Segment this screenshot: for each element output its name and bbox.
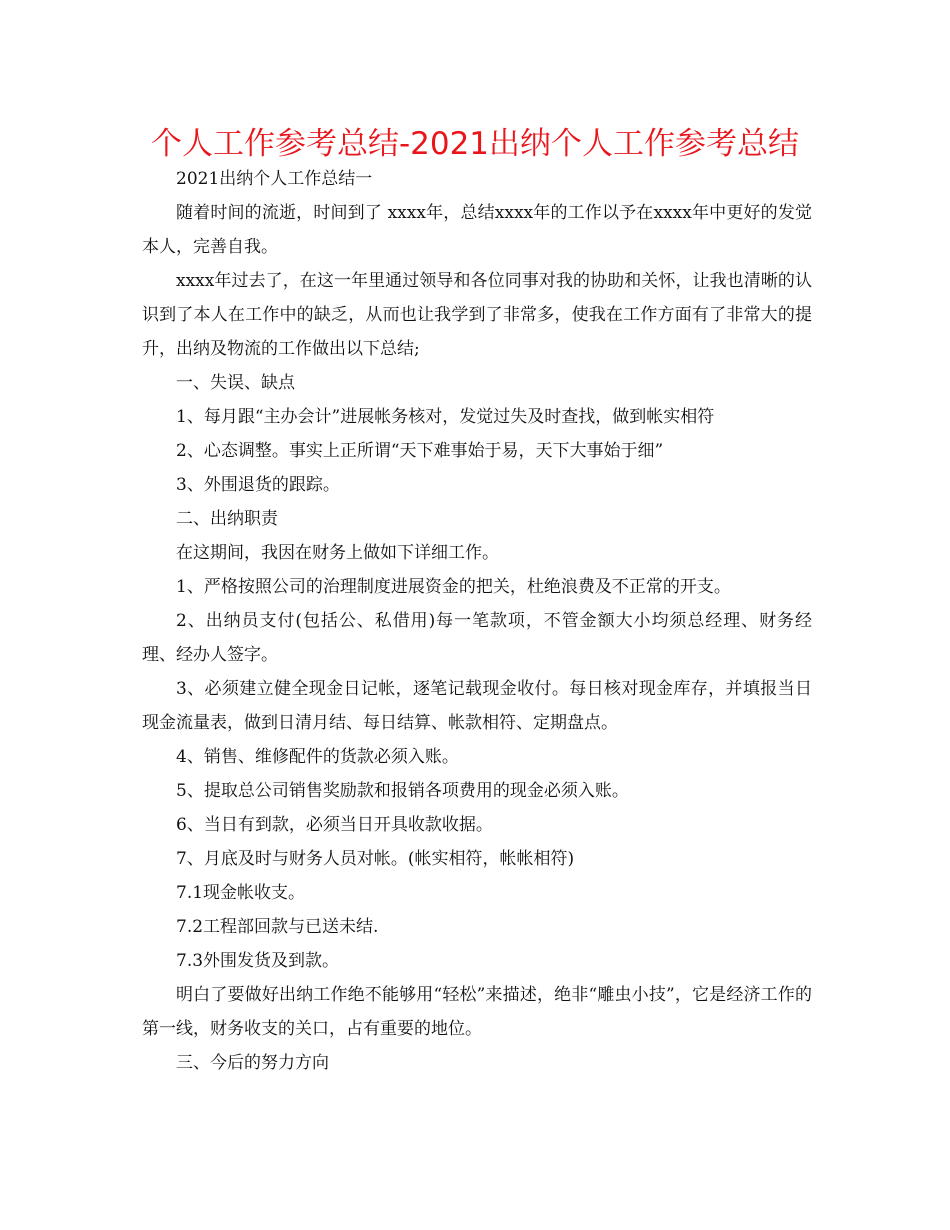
section-heading: 三、今后的努力方向	[176, 1053, 329, 1073]
paragraph: 明白了要做好出纳工作绝不能够用“轻松”来描述，绝非“雕虫小技”，它是经济工作的第一线，财务收支的关口，占有重要的地位。	[142, 985, 812, 1039]
sub-list-item: 7.3外围发货及到款。	[176, 951, 340, 971]
section-heading: 一、失误、缺点	[176, 373, 295, 393]
paragraph: 随着时间的流逝，时间到了 xxxx年，总结xxxx年的工作以予在xxxx年中更好的发觉本人，完善自我。	[142, 203, 812, 257]
list-item: 5、提取总公司销售奖励款和报销各项费用的现金必须入账。	[176, 781, 629, 801]
list-item: 2、出纳员支付(包括公、私借用)每一笔款项，不管金额大小均须总经理、财务经理、经办人签字。	[142, 611, 812, 665]
document-body	[142, 162, 812, 1080]
list-item: 2、心态调整。事实上正所谓“天下难事始于易，天下大事始于细”	[176, 441, 664, 461]
section-heading: 二、出纳职责	[176, 509, 278, 529]
document-title: 个人工作参考总结-2021出纳个人工作参考总结	[150, 126, 800, 162]
list-item: 1、严格按照公司的治理制度进展资金的把关，杜绝浪费及不正常的开支。	[176, 577, 731, 597]
list-item: 3、必须建立健全现金日记帐，逐笔记载现金收付。每日核对现金库存，并填报当日现金流量表，做到日清月结、每日结算、帐款相符、定期盘点。	[142, 679, 812, 733]
list-item: 1、每月跟“主办会计”进展帐务核对，发觉过失及时查找，做到帐实相符	[176, 407, 715, 427]
list-item: 6、当日有到款，必须当日开具收款收据。	[176, 815, 493, 835]
paragraph: xxxx年过去了，在这一年里通过领导和各位同事对我的协助和关怀，让我也清晰的认识到了本人在工作中的缺乏，从而也让我学到了非常多，使我在工作方面有了非常大的提升，出纳及物流的工作做出以下总结;	[142, 271, 812, 359]
sub-list-item: 7.1现金帐收支。	[176, 883, 306, 903]
paragraph: 在这期间，我因在财务上做如下详细工作。	[176, 543, 499, 563]
list-item: 7、月底及时与财务人员对帐。(帐实相符，帐帐相符)	[176, 849, 575, 869]
sub-list-item: 7.2工程部回款与已送未结.	[176, 917, 379, 937]
list-item: 4、销售、维修配件的货款必须入账。	[176, 747, 459, 767]
list-item: 3、外围退货的跟踪。	[176, 475, 340, 495]
paragraph-subtitle: 2021出纳个人工作总结一	[176, 169, 373, 189]
